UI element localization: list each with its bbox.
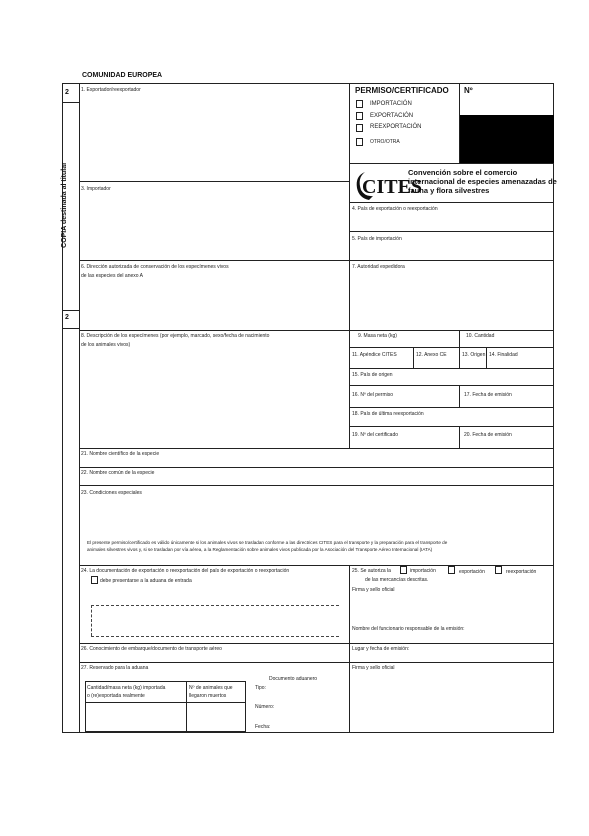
column-divider: [349, 565, 350, 733]
import-country-field[interactable]: [351, 242, 553, 260]
row-line: [79, 565, 554, 566]
row-line: [349, 407, 554, 408]
scientific-name-field[interactable]: [81, 457, 553, 466]
field-5-label: 5. País de importación: [352, 236, 402, 242]
cites-line-1: Convención sobre el comercio: [408, 168, 518, 177]
stamp-area-dashed-left: [91, 605, 92, 636]
field-13-label: 13. Origen: [462, 352, 486, 358]
field-24-label: 24. La documentación de exportación o reexportación del país de exportación o reexportación: [81, 568, 290, 574]
side-number-top: 2: [65, 89, 69, 96]
field-22-label: 22. Nombre común de la especie: [81, 470, 155, 476]
field-23-label: 23. Condiciones especiales: [81, 490, 142, 496]
common-name-field[interactable]: [81, 476, 553, 484]
transport-document-field[interactable]: [81, 652, 347, 661]
field-27-label: 27. Reservado para la aduana: [81, 665, 149, 671]
side-number-bottom: 2: [65, 314, 69, 321]
field-19-label: 19. Nº del certificado: [352, 432, 399, 438]
qty-label-2: o (re)exportada realmente: [87, 693, 145, 699]
dead-animals-field[interactable]: [188, 704, 245, 731]
row-line: [79, 662, 554, 663]
field-25-label: 25. Se autoriza la: [352, 568, 391, 574]
permit-title: PERMISO/CERTIFICADO: [355, 86, 449, 95]
customs-doc-label: Documento aduanero: [269, 676, 318, 682]
side-divider: [62, 102, 79, 103]
row-line: [79, 448, 554, 449]
qty-label-1: Cantidad/masa neta (kg) importada: [87, 685, 166, 691]
official-name-label: Nombre del funcionario responsable de la emisión:: [352, 626, 465, 632]
authorize-reexport-label: reexportación: [506, 569, 537, 575]
authorize-reexport-checkbox[interactable]: [495, 566, 502, 574]
cell-divider: [459, 330, 460, 368]
cites-line-2: internacional de especies amenazadas de: [408, 177, 557, 186]
row-line: [79, 330, 554, 331]
field-8-label-2: de los animales vivos): [81, 342, 131, 348]
validity-line-2: animales silvestres vivos y, si se trasladan por vía aérea, a la Reglamentación sobre animales vivos publicada por la Asociación del Transporte Aéreo Internacional (IATA): [87, 547, 433, 552]
reexport-checkbox[interactable]: [356, 124, 363, 132]
tipo-label: Tipo:: [255, 685, 266, 691]
issuing-authority-field[interactable]: [351, 271, 553, 329]
field-1-label: 1. Exportador/reexportador: [81, 87, 141, 93]
side-divider: [62, 328, 79, 329]
field-16-label: 16. Nº del permiso: [352, 392, 394, 398]
cites-logo-text: CITES: [362, 176, 423, 198]
signature-area-2[interactable]: [351, 672, 553, 732]
option-reexport: REEXPORTACIÓN: [370, 124, 422, 130]
field-18-label: 18. País de última reexportación: [352, 411, 424, 417]
place-date-label: Lugar y fecha de emisión:: [352, 646, 410, 652]
cites-logo: [355, 164, 423, 202]
stamp-area[interactable]: [93, 607, 337, 634]
export-country-field[interactable]: [351, 212, 553, 231]
authorize-export-checkbox[interactable]: [448, 566, 455, 574]
dead-label-2: llegaron muertos: [189, 693, 227, 699]
field-10-label: 10. Cantidad: [466, 333, 495, 339]
field-15-label: 15. País de origen: [352, 372, 393, 378]
authorize-export-label: exportación: [459, 569, 485, 575]
permit-no-label: Nº: [464, 86, 473, 95]
field-14-label: 14. Finalidad: [489, 352, 518, 358]
row-line: [349, 368, 554, 369]
quantity-field[interactable]: [87, 704, 184, 731]
cites-line-3: fauna y flora silvestres: [408, 186, 490, 195]
field-6-label: 6. Dirección autorizada de conservación de los especímenes vivos: [81, 264, 229, 270]
signature-label-2: Firma y sello oficial: [352, 665, 395, 671]
authorize-import-label: importación: [410, 568, 436, 574]
stamp-area-dashed-top: [91, 605, 339, 606]
field-25-label-2: de las mercancías descritas.: [365, 577, 429, 583]
column-divider: [349, 83, 350, 448]
authorize-import-checkbox[interactable]: [400, 566, 407, 574]
field-6-label-2: de las especies del anexo A: [81, 273, 143, 279]
row-line: [79, 467, 554, 468]
signature-area-1[interactable]: [351, 594, 553, 624]
row-line: [79, 181, 349, 182]
row-line: [349, 347, 554, 348]
importer-field[interactable]: [81, 193, 347, 259]
field-12-label: 12. Anexo CE: [416, 352, 447, 358]
option-import: IMPORTACIÓN: [370, 101, 412, 107]
customs-table-divider: [186, 681, 187, 732]
storage-address-field[interactable]: [81, 281, 347, 329]
field-20-label: 20. Fecha de emisión: [464, 432, 512, 438]
numero-label: Número:: [255, 704, 275, 710]
stamp-area-dashed-bottom: [91, 636, 339, 637]
field-4-label: 4. País de exportación o reexportación: [352, 206, 438, 212]
option-other: OTRO/OTRA: [370, 139, 400, 145]
row-line: [349, 426, 554, 427]
row-line: [349, 385, 554, 386]
row-line: [349, 643, 554, 644]
cell-divider: [413, 347, 414, 368]
row-line: [349, 231, 554, 232]
field-7-label: 7. Autoridad expedidora: [352, 264, 405, 270]
field-8-label: 8. Descripción de los especímenes (por ejemplo, marcado, sexo/fecha de nacimiento: [81, 333, 270, 339]
specimen-description-field[interactable]: [81, 350, 347, 447]
side-divider: [62, 310, 79, 311]
fecha-label: Fecha:: [255, 724, 271, 730]
field-26-label: 26. Conocimiento de embarque/documento de transporte aéreo: [81, 646, 222, 652]
copy-label: COPIA destinada al titular: [61, 162, 68, 248]
black-box: [460, 115, 554, 163]
dead-label-1: Nº de animales que: [189, 685, 233, 691]
special-conditions-field[interactable]: [81, 497, 553, 533]
exporter-field[interactable]: [81, 94, 347, 180]
signature-label-1: Firma y sello oficial: [352, 587, 395, 593]
other-checkbox[interactable]: [356, 138, 363, 146]
field-24-label-2: debe presentarse a la aduana de entrada: [100, 578, 192, 584]
cell-divider: [459, 426, 460, 448]
field-9-label: 9. Masa neta (kg): [358, 333, 397, 339]
cell-divider: [459, 385, 460, 407]
field-3-label: 3. Importador: [81, 186, 111, 192]
row-line: [79, 485, 554, 486]
customs-table-row-line: [85, 702, 246, 703]
row-line: [79, 260, 349, 261]
community-title: COMUNIDAD EUROPEA: [82, 72, 163, 79]
field-21-label: 21. Nombre científico de la especie: [81, 451, 160, 457]
field-11-label: 11. Apéndice CITES: [352, 352, 397, 358]
export-checkbox[interactable]: [356, 112, 363, 120]
row-line: [349, 202, 554, 203]
field-17-label: 17. Fecha de emisión: [464, 392, 512, 398]
option-export: EXPORTACIÓN: [370, 113, 414, 119]
validity-line-1: El presente permiso/certificado es válido únicamente si los animales vivos se trasladan conforme a las directrices CITES para el transporte y la preparación para el transporte de: [87, 540, 448, 545]
customs-docs-checkbox[interactable]: [91, 576, 98, 584]
import-checkbox[interactable]: [356, 100, 363, 108]
row-line: [79, 643, 349, 644]
cell-divider: [486, 347, 487, 368]
official-name-field[interactable]: [351, 632, 553, 643]
row-line: [349, 260, 554, 261]
